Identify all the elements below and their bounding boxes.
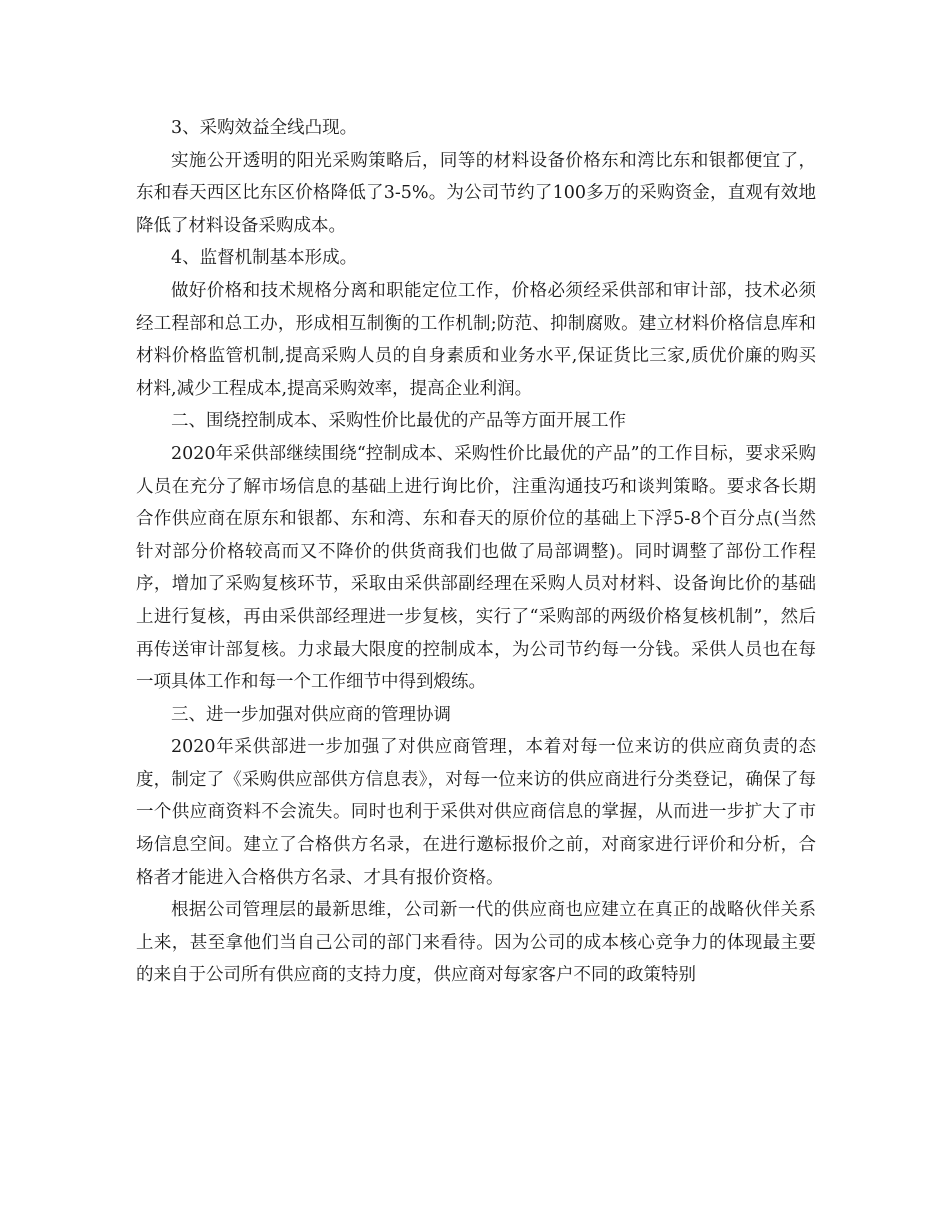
heading-procurement-benefits: 3、采购效益全线凸现。: [171, 118, 358, 138]
section-heading-supplier-management: 三、进一步加强对供应商的管理协调: [171, 704, 451, 725]
paragraph-strategic-partners: 根据公司管理层的最新思维，公司新一代的供应商也应建立在真正的战略伙伴关系上来，甚至拿他们当自己公司的部门来看待。因为公司的成本核心竞争力的体现最主要的来自于公司所有供应商的支持力度，供应商对每家客户不同的政策特别: [136, 900, 816, 986]
paragraph-price-tech-separation: 做好价格和技术规格分离和职能定位工作，价格必须经采供部和审计部，技术必须经工程部和总工办，形成相互制衡的工作机制;防范、抑制腐败。建立材料价格信息库和材料价格监管机制,提高采购人员的自身素质和业务水平,保证货比三家,质优价廉的购买材料,减少工程成本,提高采购效率，提高企业利润。: [136, 280, 816, 399]
paragraph-cost-control-2020: 2020年采供部继续围绕“控制成本、采购性价比最优的产品”的工作目标，要求采购人员在充分了解市场信息的基础上进行询比价，注重沟通技巧和谈判策略。要求各长期合作供应商在原东和银都、东和湾、东和春天的原价位的基础上下浮5-8个百分点(当然针对部分价格较高而又不降价的供货商我们也做了局部调整)。同时调整了部份工作程序，增加了采购复核环节，采取由采供部副经理在采购人员对材料、设备询比价的基础上进行复核，再由采供部经理进一步复核，实行了“采购部的两级价格复核机制”，然后再传送审计部复核。力求最大限度的控制成本，为公司节约每一分钱。采供人员也在每一项具体工作和每一个工作细节中得到煅练。: [136, 443, 816, 693]
document-body: [136, 112, 816, 992]
heading-supervision-mechanism: 4、监督机制基本形成。: [171, 248, 358, 269]
paragraph-supplier-management-2020: 2020年采供部进一步加强了对供应商管理，本着对每一位来访的供应商负责的态度，制定了《采购供应部供方信息表》，对每一位来访的供应商进行分类登记，确保了每一个供应商资料不会流失。同时也利于采供对供应商信息的掌握，从而进一步扩大了市场信息空间。建立了合格供方名录，在进行邀标报价之前，对商家进行评价和分析，合格者才能进入合格供方名录、才具有报价资格。: [136, 737, 816, 888]
section-heading-cost-control: 二、围绕控制成本、采购性价比最优的产品等方面开展工作: [171, 411, 626, 432]
paragraph-sunshine-procurement: 实施公开透明的阳光采购策略后，同等的材料设备价格东和湾比东和银都便宜了，东和春天西区比东区价格降低了3-5%。为公司节约了100多万的采购资金，直观有效地降低了材料设备采购成本。: [136, 150, 816, 236]
